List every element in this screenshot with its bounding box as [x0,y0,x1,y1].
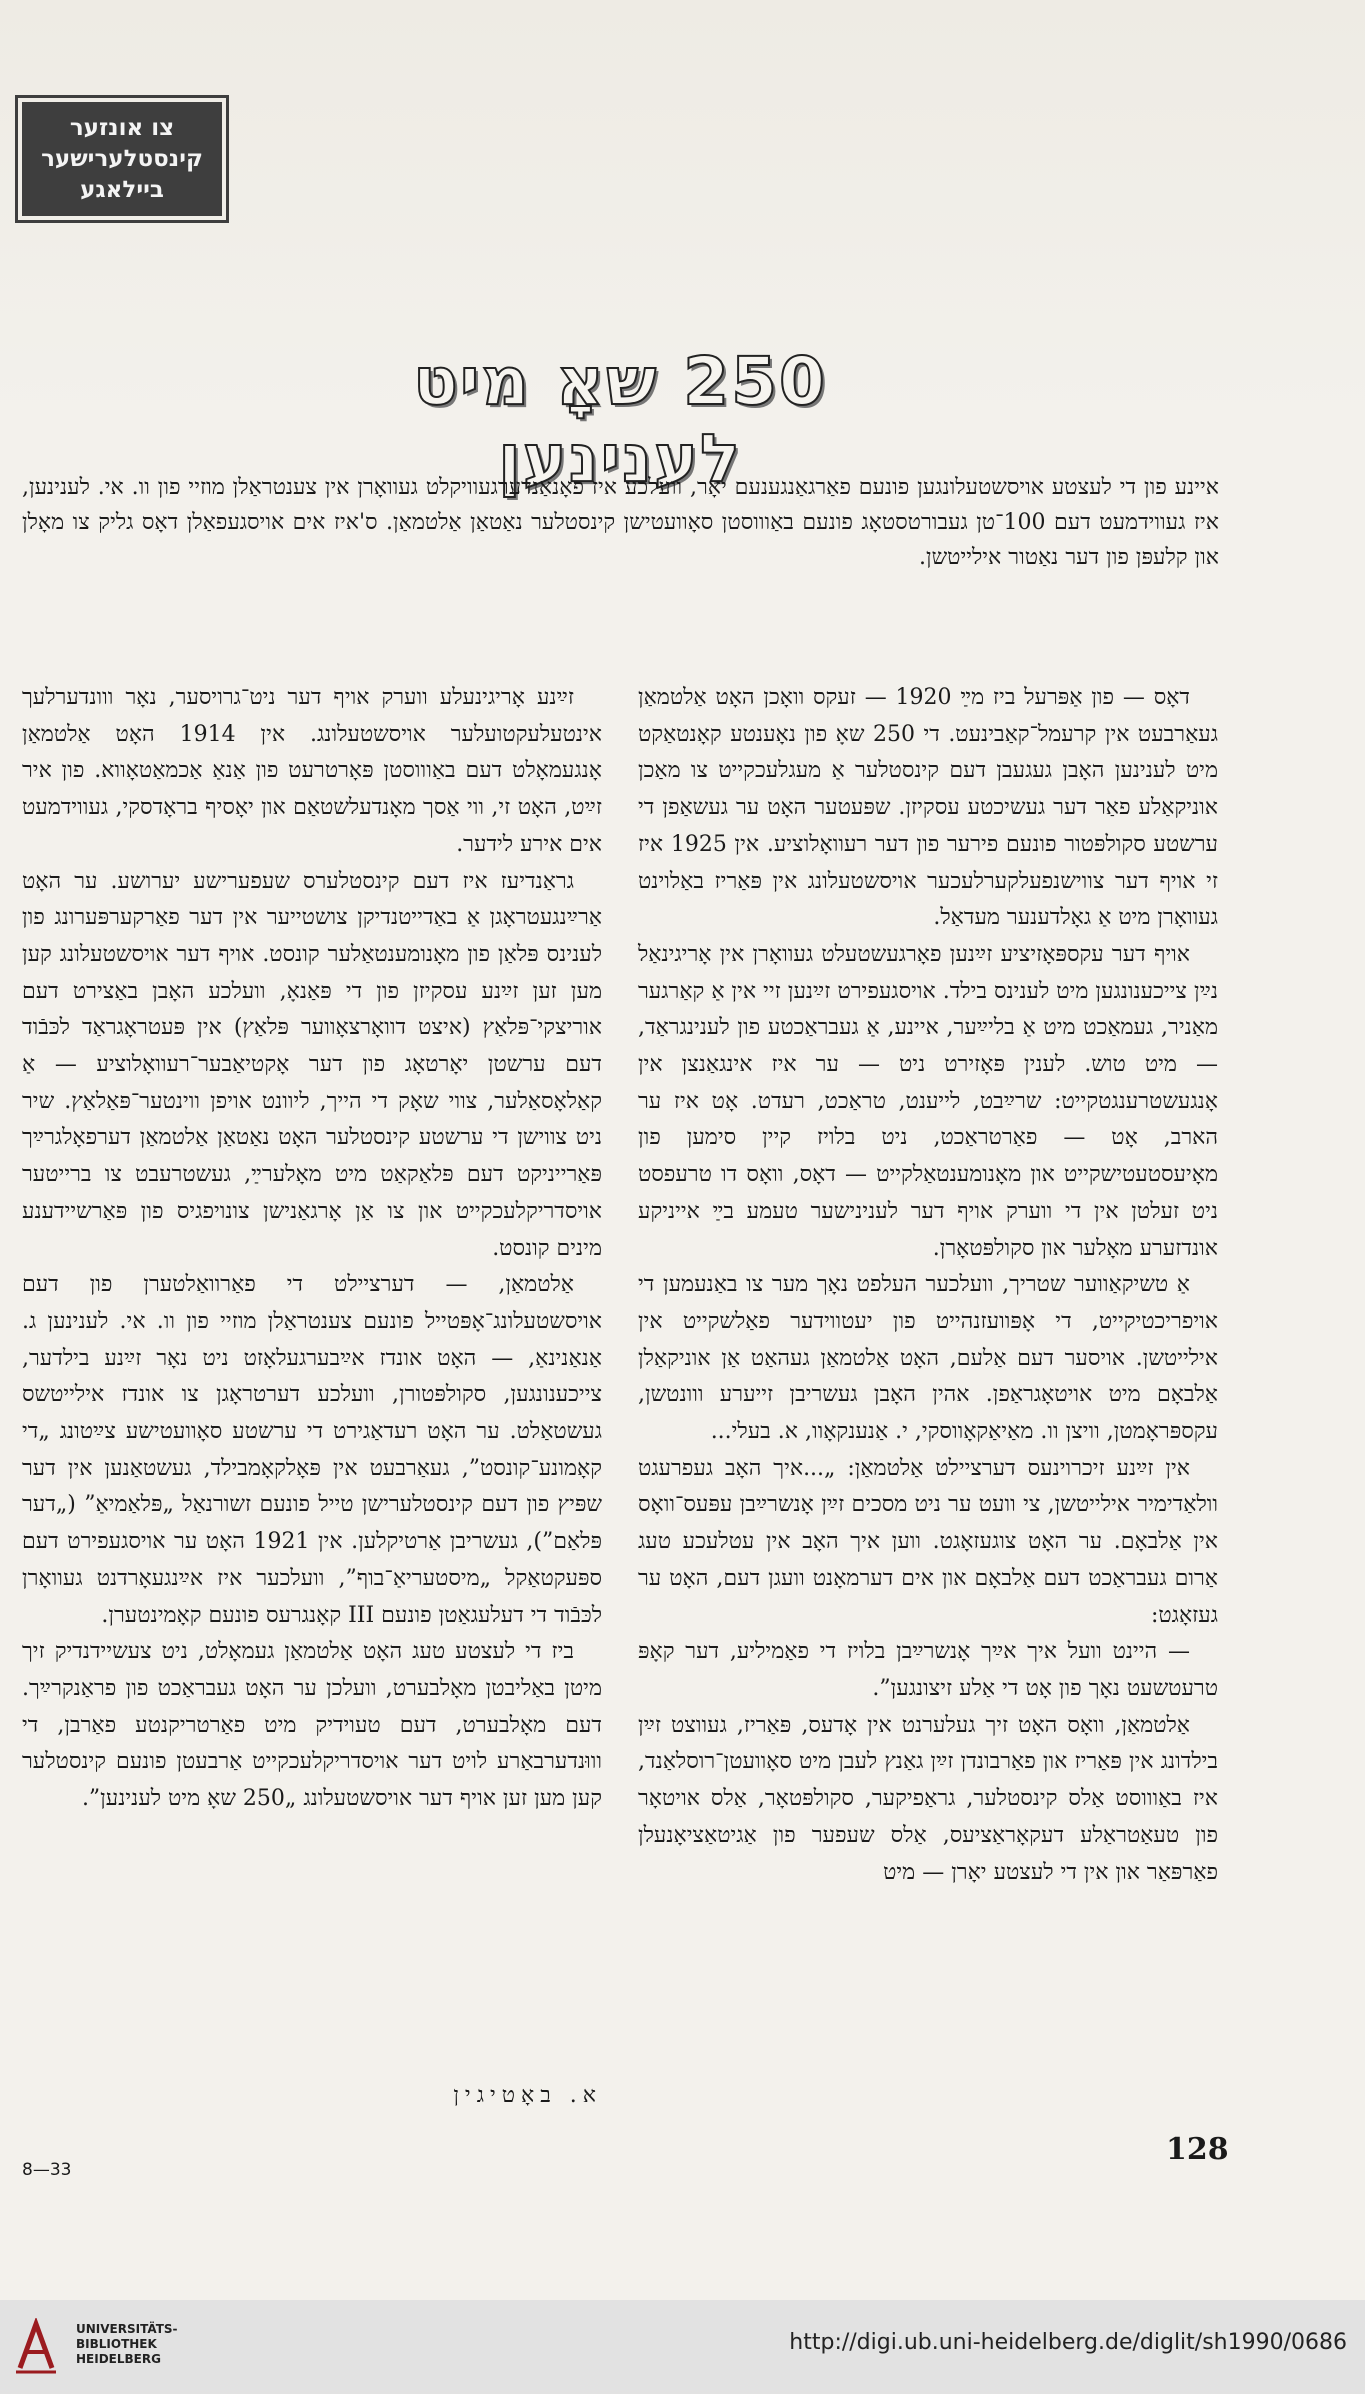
library-logo-icon [14,2318,58,2374]
paragraph: אַ טשיקאַווער שטריך, וועלכער העלפט נאָך מער צו באַנעמען די אויפריכטיקייט, די אָפּוועזנהייט פון יעטווידער פאַלשקייט אין אילייטשן. אויסער דעם אַלעם, האָט אַלטמאַן געהאַט אַן אוניקאַלן אַלבאָם מיט אויטאָגראַפן. אהין האָבן געשריבן זייערע ווונטשן, עקספּראָמטן, וויצן וו. מאַיאַקאָווסקי, י. אַנענקאָוו, א. בעלי... [638,1272,1218,1445]
section-badge [22,102,222,216]
text-column-left [22,680,602,1818]
article-headline: 250 שאָ מיט לענינען [413,343,827,497]
page-number: 128 [1166,2132,1229,2167]
paragraph: אַלטמאַן, וואָס האָט זיך געלערנט אין אָדעס, פּאַריז, געווצט זײַן בילדונג אין פּאַריז און פאַרבונדן זײַן גאַנץ לעבן מיט סאָוועטן־רוסלאַנד, איז באַוווסט אַלס קינסטלער, גראַפיקער, סקולפּטאָר, אַלס אויטאָר פון טעאַטראַלע דעקאָראַציעס, אַלס שעפער פון אַגיטאַציאָנעלן פאַרפּאַר און אין די לעצטע יאָרן — מיט [638,1712,1218,1885]
author-signature: א. באָטיגין [453,2083,602,2108]
logo-line-3: HEIDELBERG [76,2352,161,2366]
paragraph: אין זײַנע זיכרוינעס דערציילט אַלטמאַן: „...איך האָב געפרעגט וולאַדימיר אילייטשן, צי וועט ער ניט מסכים זײַן אָנשרײַבן עפּעס־וואָס אין אַלבאָם. ער האָט צוגעזאָגט. ווען איך האָב אין עטלעכע טעג אַרום געבראַכט דעם אַלבאָם און אים דערמאָנט וועגן דעם, האָט ער געזאָגט: [638,1455,1218,1628]
badge-line-1: צו אונזער [69,114,175,141]
paragraph: גראַנדיעז איז דעם קינסטלערס שעפערישע יערושע. ער האָט אַרײַנגעטראָגן אַ באַדייטנדיקן צושטייער אין דער פאַרקערפּערונג פון לענינס פּלאַן פון מאָנומענטאַלער קונסט. אויף דער אויסשטעלונג קען מען זען זײַנע עסקיזן פון די פּאַנאָ, וועלכע האָבן באַצירט דעם אוריצקי־פּלאַץ (איצט דוואָרצאָווער פּלאַץ) אין פּעטראָגראַד לכּבֿוד דעם ערשטן יאָרטאָג פון דער אָקטיאַבער־רעוואָלוציע — אַ קאַלאָסאַלער, צווי שאָק די הייך, ליוונט אויפן ווינטער־פּאַלאַץ. שיר ניט צווישן די ערשטע קינסטלער האָט נאַטאַן אַלטמאַן דערפאָלגרײַך פּאַרייניקט דעם פּלאַקאַט מיט מאָלערײַ, געשטרעבט צו ברייטער אויסדריקלעכקייט און צו אַן אָרגאַנישן צונויפגיס פון פּאַרשיידענע מינים קונסט. [22,868,602,1261]
paragraph: ביז די לעצטע טעג האָט אַלטמאַן געמאָלט, ניט צעשיידנדיק זיך מיטן באַליבטן מאָלבערט, וועלכן ער האָט געבראַכט פון פראַנקרײַך. דעם מאָלבערט, דעם טעוידיק מיט פאַרטריקנטע פאַרבן, די וווּנדערבאַרע לויט דער אויסדריקלעכקייט אַרבעטן פונעם קינסטלער קען מען זען אויף דער אויסשטעלונג „250 שאָ מיט לענינען”. [22,1639,602,1812]
badge-line-2: קינסטלערישער [41,145,203,172]
permalink-url[interactable]: http://digi.ub.uni-heidelberg.de/diglit/sh1990/0686 [789,2330,1347,2355]
paragraph: אַלטמאַן, — דערציילט די פאַרוואַלטערן פון דעם אויסשטעלונג־אָפּטייל פונעם צענטראַלן מוזיי פון וו. אי. לענינען ג. אַנאַנינאַ, — האָט אונדז אײַבערגעלאָזט ניט נאָר זײַנע בילדער, צייכענונגען, סקולפּטורן, וועלכע דערטראָגן צו אונדז אילייטשס געשטאַלט. ער האָט רעדאַגירט די ערשטע סאָוועטישע צײַטונג „די קאָמונע־קונסט”, געאַרבעט אין פּאָלקאָמבילד, געשטאַנען אין דער שפּיץ פון דעם קינסטלערישן טייל פונעם זשורנאַל „פּלאַמיאַ” („דער פּלאַם”), געשריבן אַרטיקלען. אין 1921 האָט ער אויסגעפירט דעם ספּעקטאַקל „מיסטעריאַ־בוף”, וועלכער איז אײַנגעאָרדנט געוואָרן לכּבֿוד די דעלעגאַטן פונעם III קאָנגרעס פונעם קאָמינטערן. [22,1272,602,1628]
article-intro: איינע פון די לעצטע אויסשטעלונגען פונעם פאַרגאַנגענעם יאָר, וועלכע איז פאָנאַנדערגעוויקלט געוואָרן אין צענטראַלן מוזיי פון וו. אי. לענינען, איז געווידמעט דעם 100־טן געבורטסטאָג פונעם באַוווסטן סאָוועטישן קינסטלער נאַטאַן אַלטמאַן. ס'איז אים אויסגעפאַלן דאָס גליק צו מאָלן און קלעפּן פון דער נאַטור אילייטשן. [22,475,1219,570]
logo-line-2: BIBLIOTHEK [76,2337,157,2351]
folio-mark: 8—33 [22,2160,72,2180]
viewer-footer [0,2300,1365,2394]
paragraph: אויף דער עקספּאָזיציע זײַנען פאָרגעשטעלט געוואָרן אין אָריגינאַל נײַן צייכענונגען מיט לענינס בילד. אויסגעפירט זײַנען זיי אין אַ קאַרגער מאַניר, געמאַכט מיט אַ בליײַער, איינע, אַ געבראַכטע פון לענינגראַד, — מיט טוש. לענין פּאָזירט ניט — ער איז אינגאַנצן אין אָנגעשטרענגטקייט: שרײַבט, לייענט, טראַכט, רעדט. אָט איז ער הארב, אָט — פאַרטראַכט, ניט בלויז קיין סימען פון מאָיעסטעטישקייט און מאָנומענטאַלקייט — דאָס, וואָס דו טרעפסט ניט זעלטן אין די ווערק אויף דער לענינישער טעמע בײַ אייניקע אונדזערע מאָלער און סקולפּטאָרן. [638,941,1218,1261]
logo-line-1: UNIVERSITÄTS- [76,2322,178,2336]
text-column-right [638,680,1218,1891]
paragraph: זײַנע אָריגינעלע ווערק אויף דער ניט־גרויסער, נאָר ווונדערלעך אינטעלעקטועלער אויסשטעלונג. אין 1914 האָט אַלטמאַן אָנגעמאָלט דעם באַוווסטן פּאָרטרעט פון אַנאַ אַכמאַטאָווא. פון איר זײַט, האָט זי, ווי אַסך מאָנדעלשטאַם און יאָסיף בראָדסקי, געווידמעט אים אירע לידער. [22,685,603,857]
paragraph: דאָס — פון אַפּרעל ביז מײַ 1920 — זעקס וואָכן האָט אַלטמאַן געאַרבעט אין קרעמל־קאַבינעט. די 250 שאָ פון נאָענטע קאָנטאַקט מיט לענינען האָבן געגעבן דעם קינסטלער אַ מעגלעכקייט צו מאַכן אוניקאַלע פאַר דער געשיכטע עסקיזן. שפּעטער האָט ער געשאַפן די ערשטע סקולפּטור פונעם פירער פון דער רעוואָלוציע. אין 1925 איז זי אויף דער צווישנפעלקערלעכער אויסשטעלונג אין פּאַריז באַלוינט געוואָרן מיט אַ גאָלדענער מעדאַל. [638,685,1218,931]
paragraph: — היינט וועל איך אײַך אָנשרײַבן בלויז די פאַמיליע, דער קאָפּ טרעטשעט נאָך פון אָט די אַלע זיצונגען”. [638,1639,1218,1701]
badge-line-3: ביילאגע [80,176,164,203]
library-logo-text [76,2322,178,2367]
